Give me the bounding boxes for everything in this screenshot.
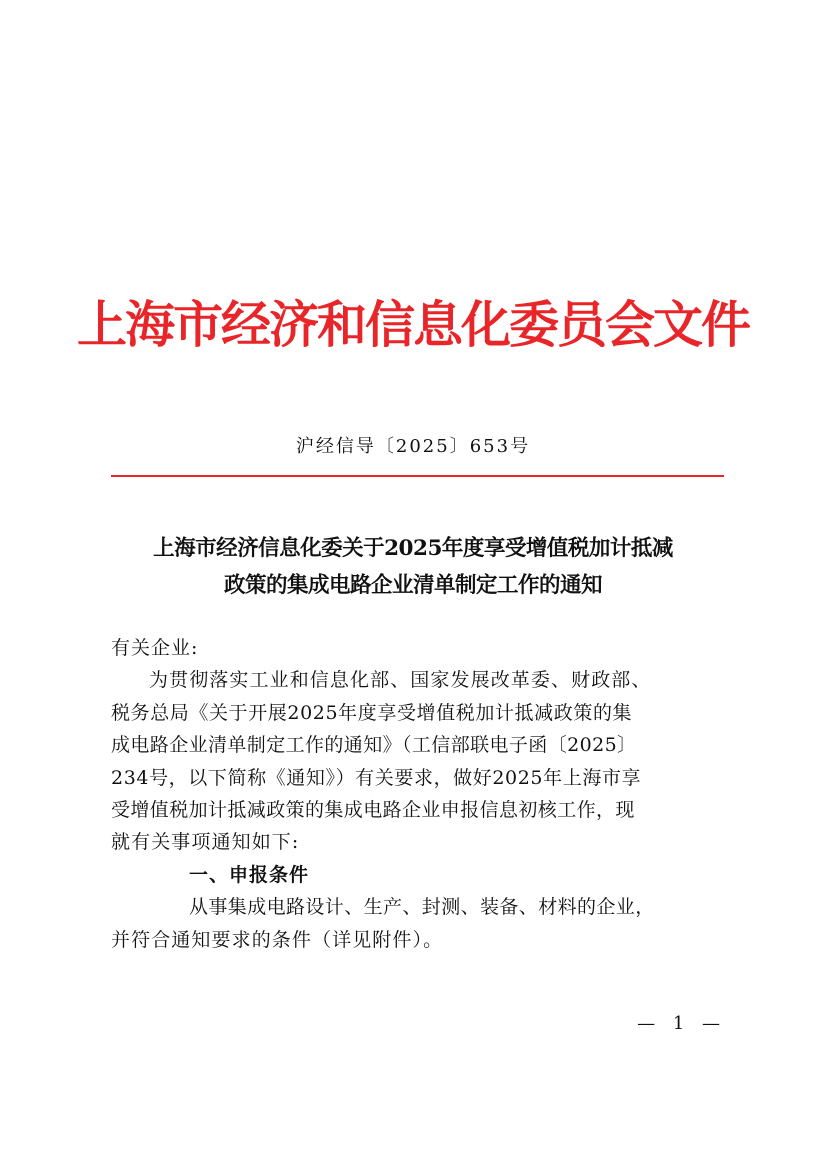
salutation: 有关企业:: [111, 637, 199, 659]
notice-body: [111, 632, 731, 956]
paragraph-1-line-3: 成电路企业清单制定工作的通知》（工信部联电子函〔2025〕: [111, 734, 637, 757]
title-line-2: 政策的集成电路企业清单制定工作的通知: [223, 573, 602, 598]
red-divider-line: [111, 475, 724, 477]
masthead-title: 上海市经济和信息化委员会文件: [77, 295, 749, 354]
paragraph-1-line-5: 受增值税加计抵减政策的集成电路企业申报信息初核工作，现: [111, 799, 635, 822]
paragraph-1-line-2: 税务总局《关于开展2025年度享受增值税加计抵减政策的集: [111, 701, 633, 724]
page-number: — 1 —: [637, 1013, 726, 1034]
notice-title: [90, 530, 736, 604]
section-1-heading: 一、申报条件: [189, 863, 310, 886]
paragraph-1-line-4: 234号，以下简称《通知》）有关要求，做好2025年上海市享: [111, 766, 642, 789]
paragraph-2-line-2: 并符合通知要求的条件（详见附件）。: [111, 928, 444, 951]
paragraph-2-line-1: 从事集成电路设计、生产、封测、装备、材料的企业，: [189, 896, 655, 919]
document-number: 沪经信导〔2025〕653号: [295, 436, 531, 457]
paragraph-1-line-6: 就有关事项通知如下:: [111, 831, 300, 854]
paragraph-1-line-1: 为贯彻落实工业和信息化部、国家发展改革委、财政部、: [149, 669, 652, 692]
title-line-1: 上海市经济信息化委关于2025年度享受增值税加计抵减: [153, 536, 673, 561]
